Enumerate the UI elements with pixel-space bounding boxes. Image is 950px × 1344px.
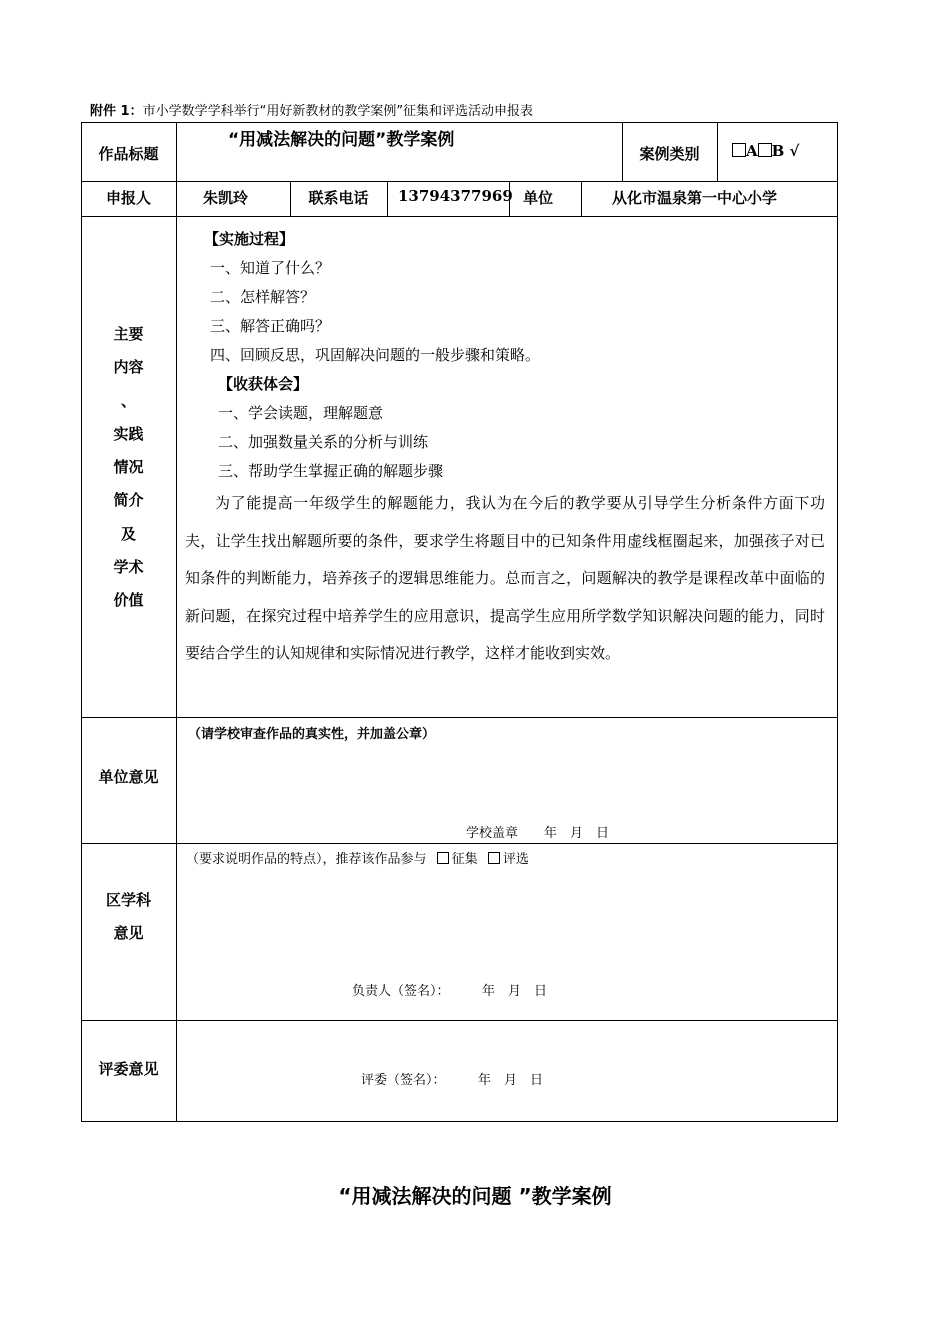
judge-opinion-label: 评委意见 — [98, 1060, 159, 1078]
list-item: 三、解答正确吗？ — [210, 317, 331, 335]
list-item: 四、回顾反思，巩固解决问题的一般步骤和策略。 — [210, 346, 541, 364]
evaluate-option[interactable]: 评选 — [488, 852, 529, 867]
phone-value: 13794377969 — [398, 187, 513, 205]
section-harvest — [218, 370, 443, 486]
unit-label: 单位 — [523, 189, 554, 207]
main-label-line: 及 — [120, 524, 136, 543]
section-implementation — [204, 225, 540, 370]
checkbox-icon[interactable] — [732, 143, 746, 157]
district-note-text: （要求说明作品的特点），推荐该作品参与 — [186, 852, 427, 867]
unit-opinion-label: 单位意见 — [98, 768, 159, 786]
case-category-label: 案例类别 — [639, 145, 700, 163]
list-item: 一、知道了什么？ — [210, 259, 331, 277]
attachment-title: 市小学数学学科举行“用好新教材的教学案例”征集和评选活动申报表 — [142, 104, 534, 119]
work-title-value: “用减法解决的问题”教学案例 — [228, 130, 455, 150]
option-a-label: A — [746, 142, 758, 160]
summary-paragraph: 为了能提高一年级学生的解题能力，我认为在今后的教学要从引导学生分析条件方面下功夫，让学生找出解题所要的条件，要求学生将题目中的已知条件用虚线框圈起来，加强孩子对已知条件的判断能力，培养孩子的逻辑思维能力。总而言之，问题解决的教学是课程改革中面临的新问题，在探究过程中培养学生的应用意识，提高学生应用所学数学知识解决问题的能力，同时要结合学生的认知规律和实际情况进行教学，这样才能收到实效。 — [185, 494, 825, 662]
district-sign-line: 负责人（签名）： 年 月 日 — [352, 984, 548, 999]
main-label-line: 实践 — [113, 424, 144, 443]
document-title: “用减法解决的问题 ”教学案例 — [338, 1184, 612, 1208]
unit-value: 从化市温泉第一中心小学 — [612, 189, 778, 207]
applicant-label: 申报人 — [105, 189, 151, 207]
main-label-line: 内容 — [113, 358, 144, 377]
main-label-line: 学术 — [113, 558, 144, 577]
phone-label: 联系电话 — [308, 189, 369, 207]
option-b-label: B √ — [771, 142, 800, 160]
collect-option[interactable]: 征集 — [437, 852, 478, 867]
main-label-line: 情况 — [113, 458, 144, 477]
checkbox-icon[interactable] — [488, 852, 500, 864]
school-stamp-line: 学校盖章 年 月 日 — [466, 826, 610, 841]
applicant-value: 朱凯玲 — [203, 189, 249, 207]
main-content-label — [81, 318, 176, 618]
attachment-prefix: 附件 1： — [90, 104, 143, 119]
district-label-line: 区学科 — [105, 891, 151, 909]
district-opinion-note — [186, 848, 529, 867]
section-heading: 【实施过程】 — [204, 230, 295, 248]
list-item: 二、怎样解答？ — [210, 288, 316, 306]
work-title-label: 作品标题 — [98, 145, 159, 163]
list-item: 二、加强数量关系的分析与训练 — [218, 433, 429, 451]
list-item: 三、帮助学生掌握正确的解题步骤 — [218, 462, 444, 480]
checkbox-icon[interactable] — [758, 143, 772, 157]
checkbox-icon[interactable] — [437, 852, 449, 864]
main-label-line: 、 — [120, 391, 136, 410]
main-label-line: 主要 — [113, 325, 144, 343]
section-heading: 【收获体会】 — [218, 375, 309, 393]
district-label-line: 意见 — [113, 924, 144, 942]
unit-opinion-note: （请学校审查作品的真实性，并加盖公章） — [188, 727, 436, 742]
main-label-line: 简介 — [113, 491, 144, 510]
district-opinion-label — [81, 884, 176, 950]
case-category-options[interactable] — [732, 142, 799, 160]
judge-sign-line: 评委（签名）： 年 月 日 — [361, 1073, 544, 1088]
list-item: 一、学会读题，理解题意 — [218, 404, 384, 422]
main-label-line: 价值 — [113, 591, 144, 610]
attachment-header — [90, 100, 533, 119]
